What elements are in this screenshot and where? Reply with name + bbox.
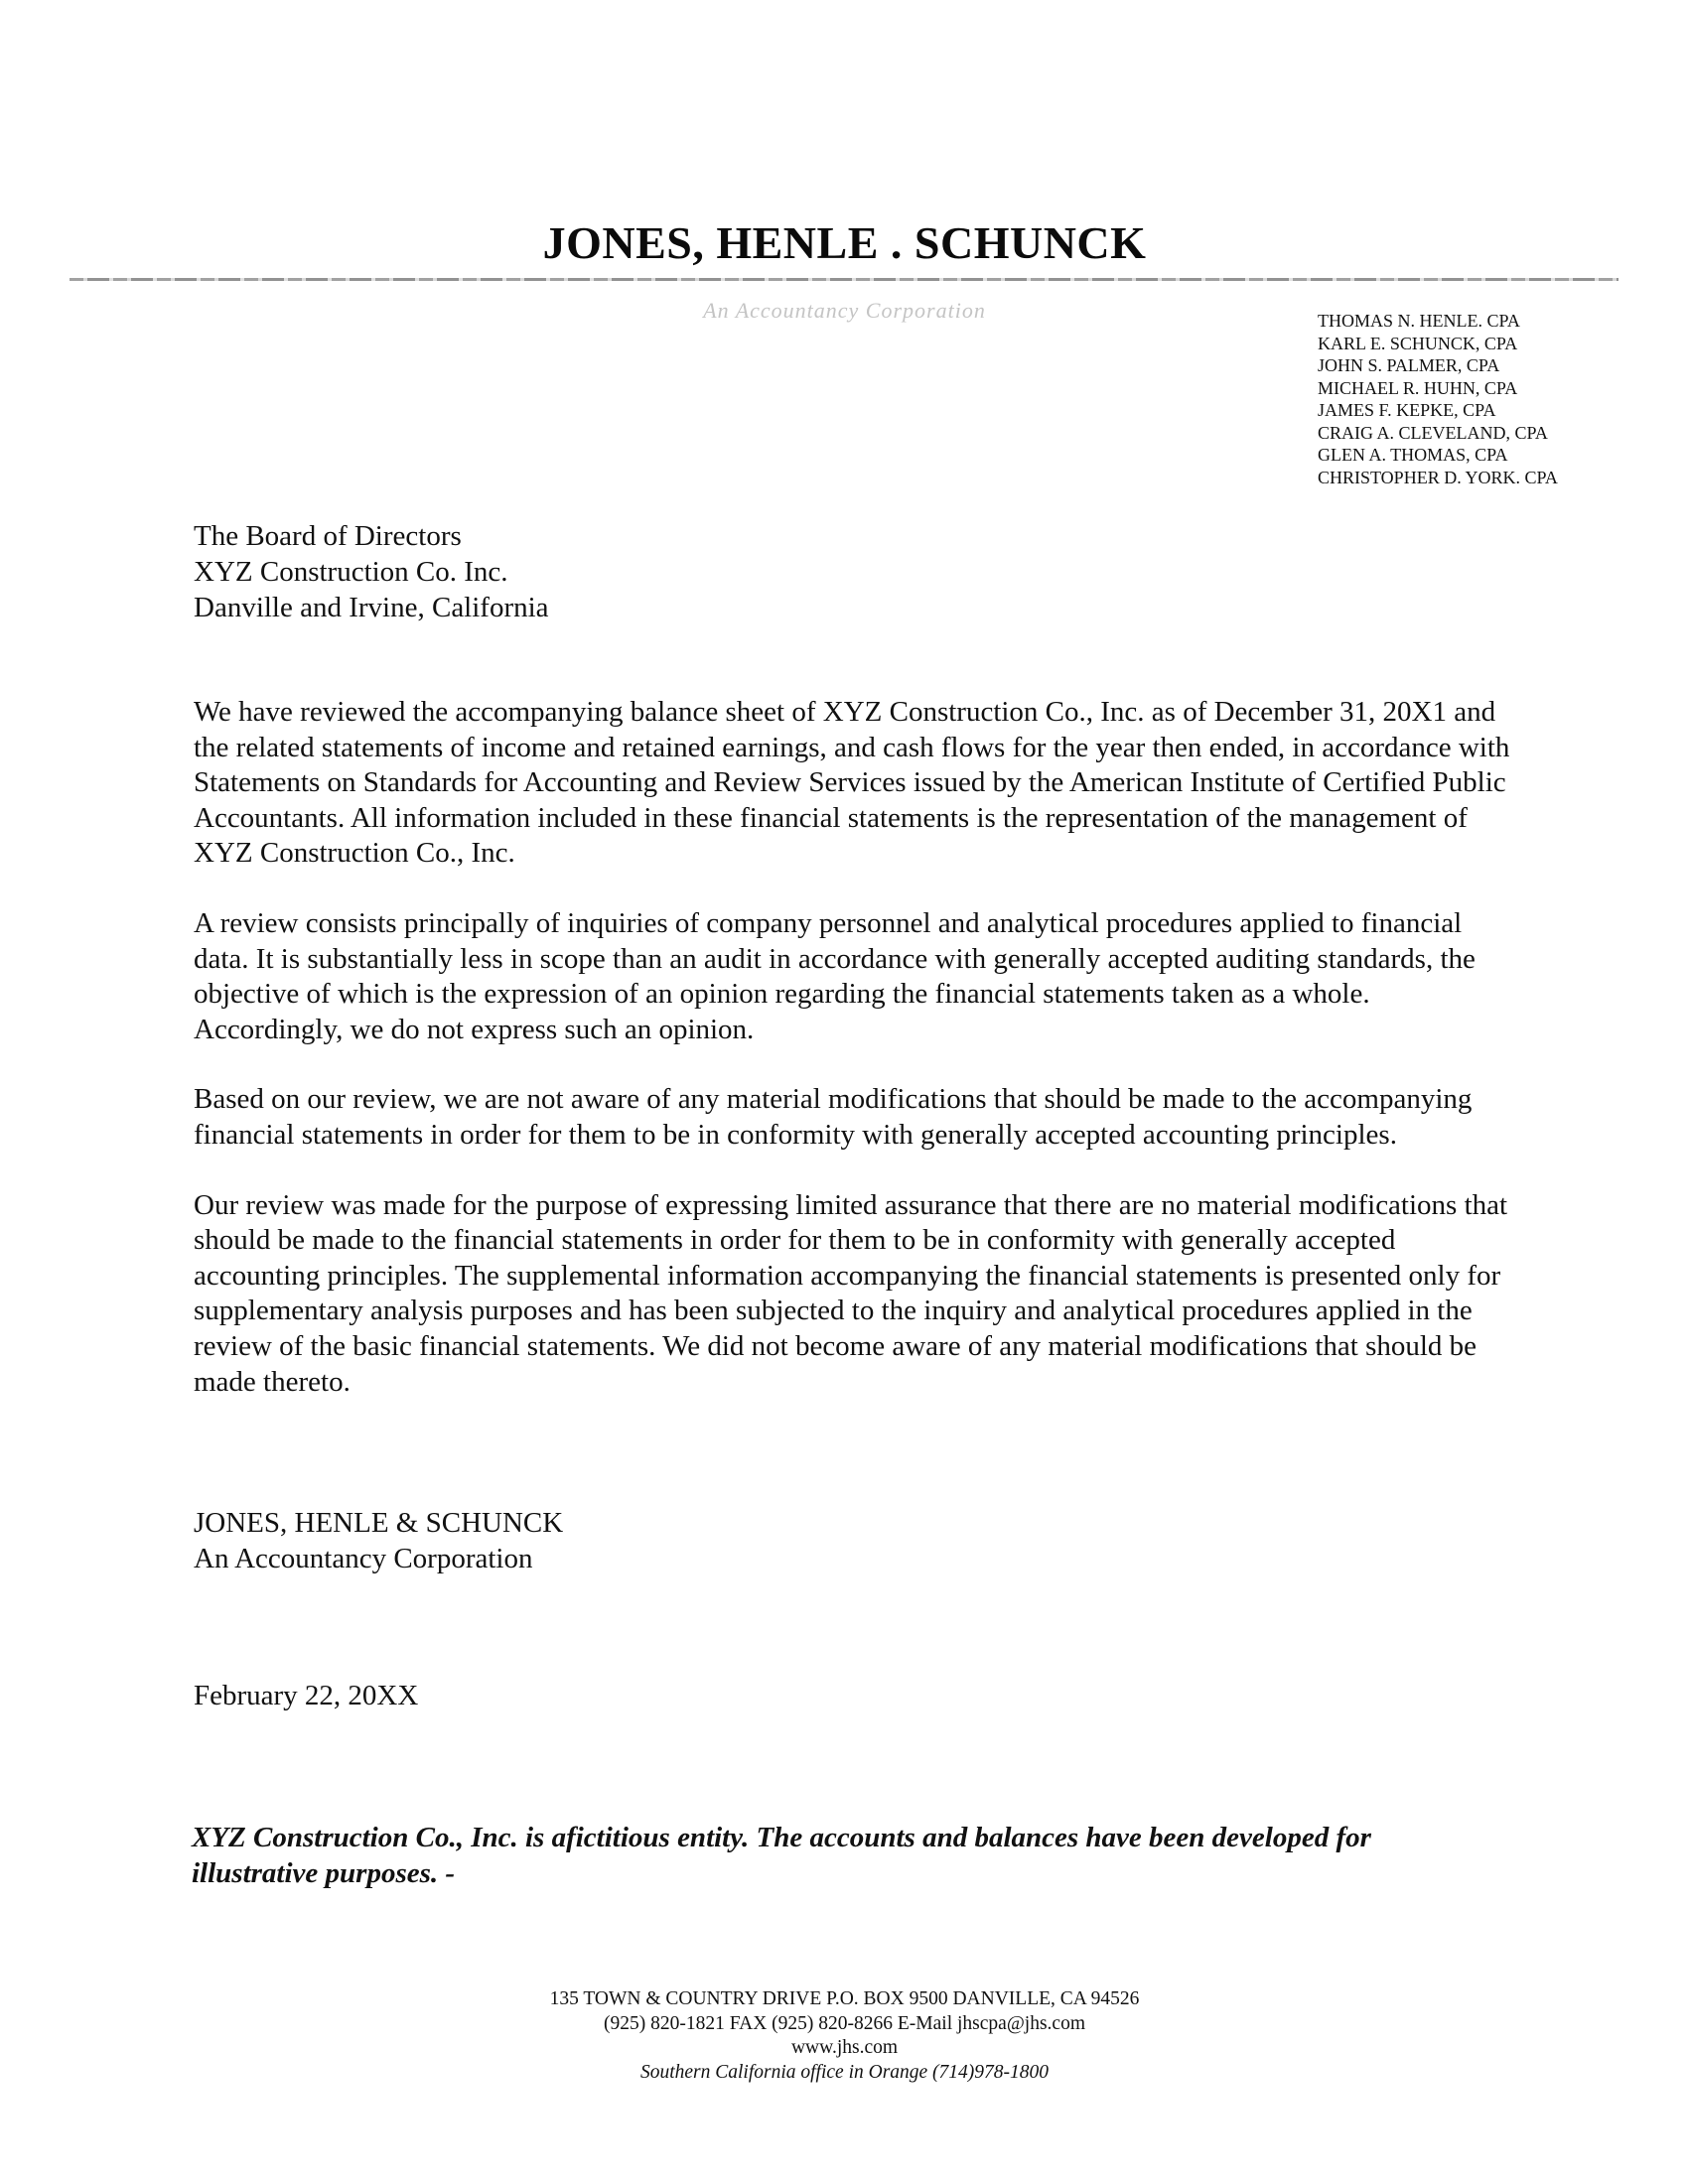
body-paragraph: Our review was made for the purpose of expressing limited assurance that there are no material modifications that should be made to the financial statements in order for them to be in conformity with generally accepted accounting principles. The supplemental information accompanying the financial statements is presented only for supplementary analysis purposes and has been subjected to the inquiry and analytical procedures applied in the review of the basic financial statements. We did not become aware of any material modifications that should be made thereto. [194,1188,1508,1398]
partner-name: KARL E. SCHUNCK, CPA [1318,333,1518,353]
partner-name: MICHAEL R. HUHN, CPA [1318,377,1518,398]
body-paragraph: A review consists principally of inquiries of company personnel and analytical procedures applied to financial data. It is substantially less in scope than an audit in accordance with generally accepted auditing standards, the objective of which is the expression of an opinion regarding the financial statements taken as a whole. Accordingly, we do not express such an opinion. [194,906,1476,1045]
footer-website: www.jhs.com [790,2037,899,2058]
signature-firm: JONES, HENLE & SCHUNCK [194,1507,564,1539]
signature-firm-type: An Accountancy Corporation [194,1543,533,1574]
disclaimer-note: XYZ Construction Co., Inc. is afictitious entity. The accounts and balances have been developed for illustrative purposes. - [192,1822,1371,1889]
footer-address: 135 TOWN & COUNTRY DRIVE P.O. BOX 9500 DANVILLE, CA 94526 [549,1988,1140,2009]
letter-body [194,695,1514,1434]
partner-list [1318,310,1558,488]
partner-name: THOMAS N. HENLE. CPA [1318,311,1520,331]
footer-contact: (925) 820-1821 FAX (925) 820-8266 E-Mail jhscpa@jhs.com [604,2012,1085,2034]
recipient-line: Danville and Irvine, California [194,592,549,623]
letterhead-firm-name: JONES, HENLE . SCHUNCK [542,217,1147,268]
partner-name: JOHN S. PALMER, CPA [1318,355,1500,375]
letterhead-footer [0,1987,1689,2085]
letterhead-divider [70,278,1619,281]
body-paragraph: Based on our review, we are not aware of any material modifications that should be made to the accompanying financial statements in order for them to be in conformity with generally accepted accounting principles. [194,1083,1473,1151]
partner-name: CRAIG A. CLEVELAND, CPA [1318,422,1548,443]
partner-name: JAMES F. KEPKE, CPA [1318,400,1496,420]
letterhead-subtitle: An Accountancy Corporation [703,298,986,323]
partner-name: CHRISTOPHER D. YORK. CPA [1318,467,1558,487]
recipient-address [194,518,549,625]
footer-office: Southern California office in Orange (714)978-1800 [639,2061,1050,2083]
recipient-line: XYZ Construction Co. Inc. [194,556,508,588]
partner-name: GLEN A. THOMAS, CPA [1318,445,1508,465]
signature-block [194,1505,563,1576]
body-paragraph: We have reviewed the accompanying balance sheet of XYZ Construction Co., Inc. as of December 31, 20X1 and the related statements of income and retained earnings, and cash flows for the year then ended, in accordance with Statements on Standards for Accounting and Review Services issued by the American Institute of Certified Public Accountants. All information included in these financial statements is the representation of the management of XYZ Construction Co., Inc. [194,696,1510,870]
recipient-line: The Board of Directors [194,520,462,552]
letter-date: February 22, 20XX [194,1680,419,1711]
